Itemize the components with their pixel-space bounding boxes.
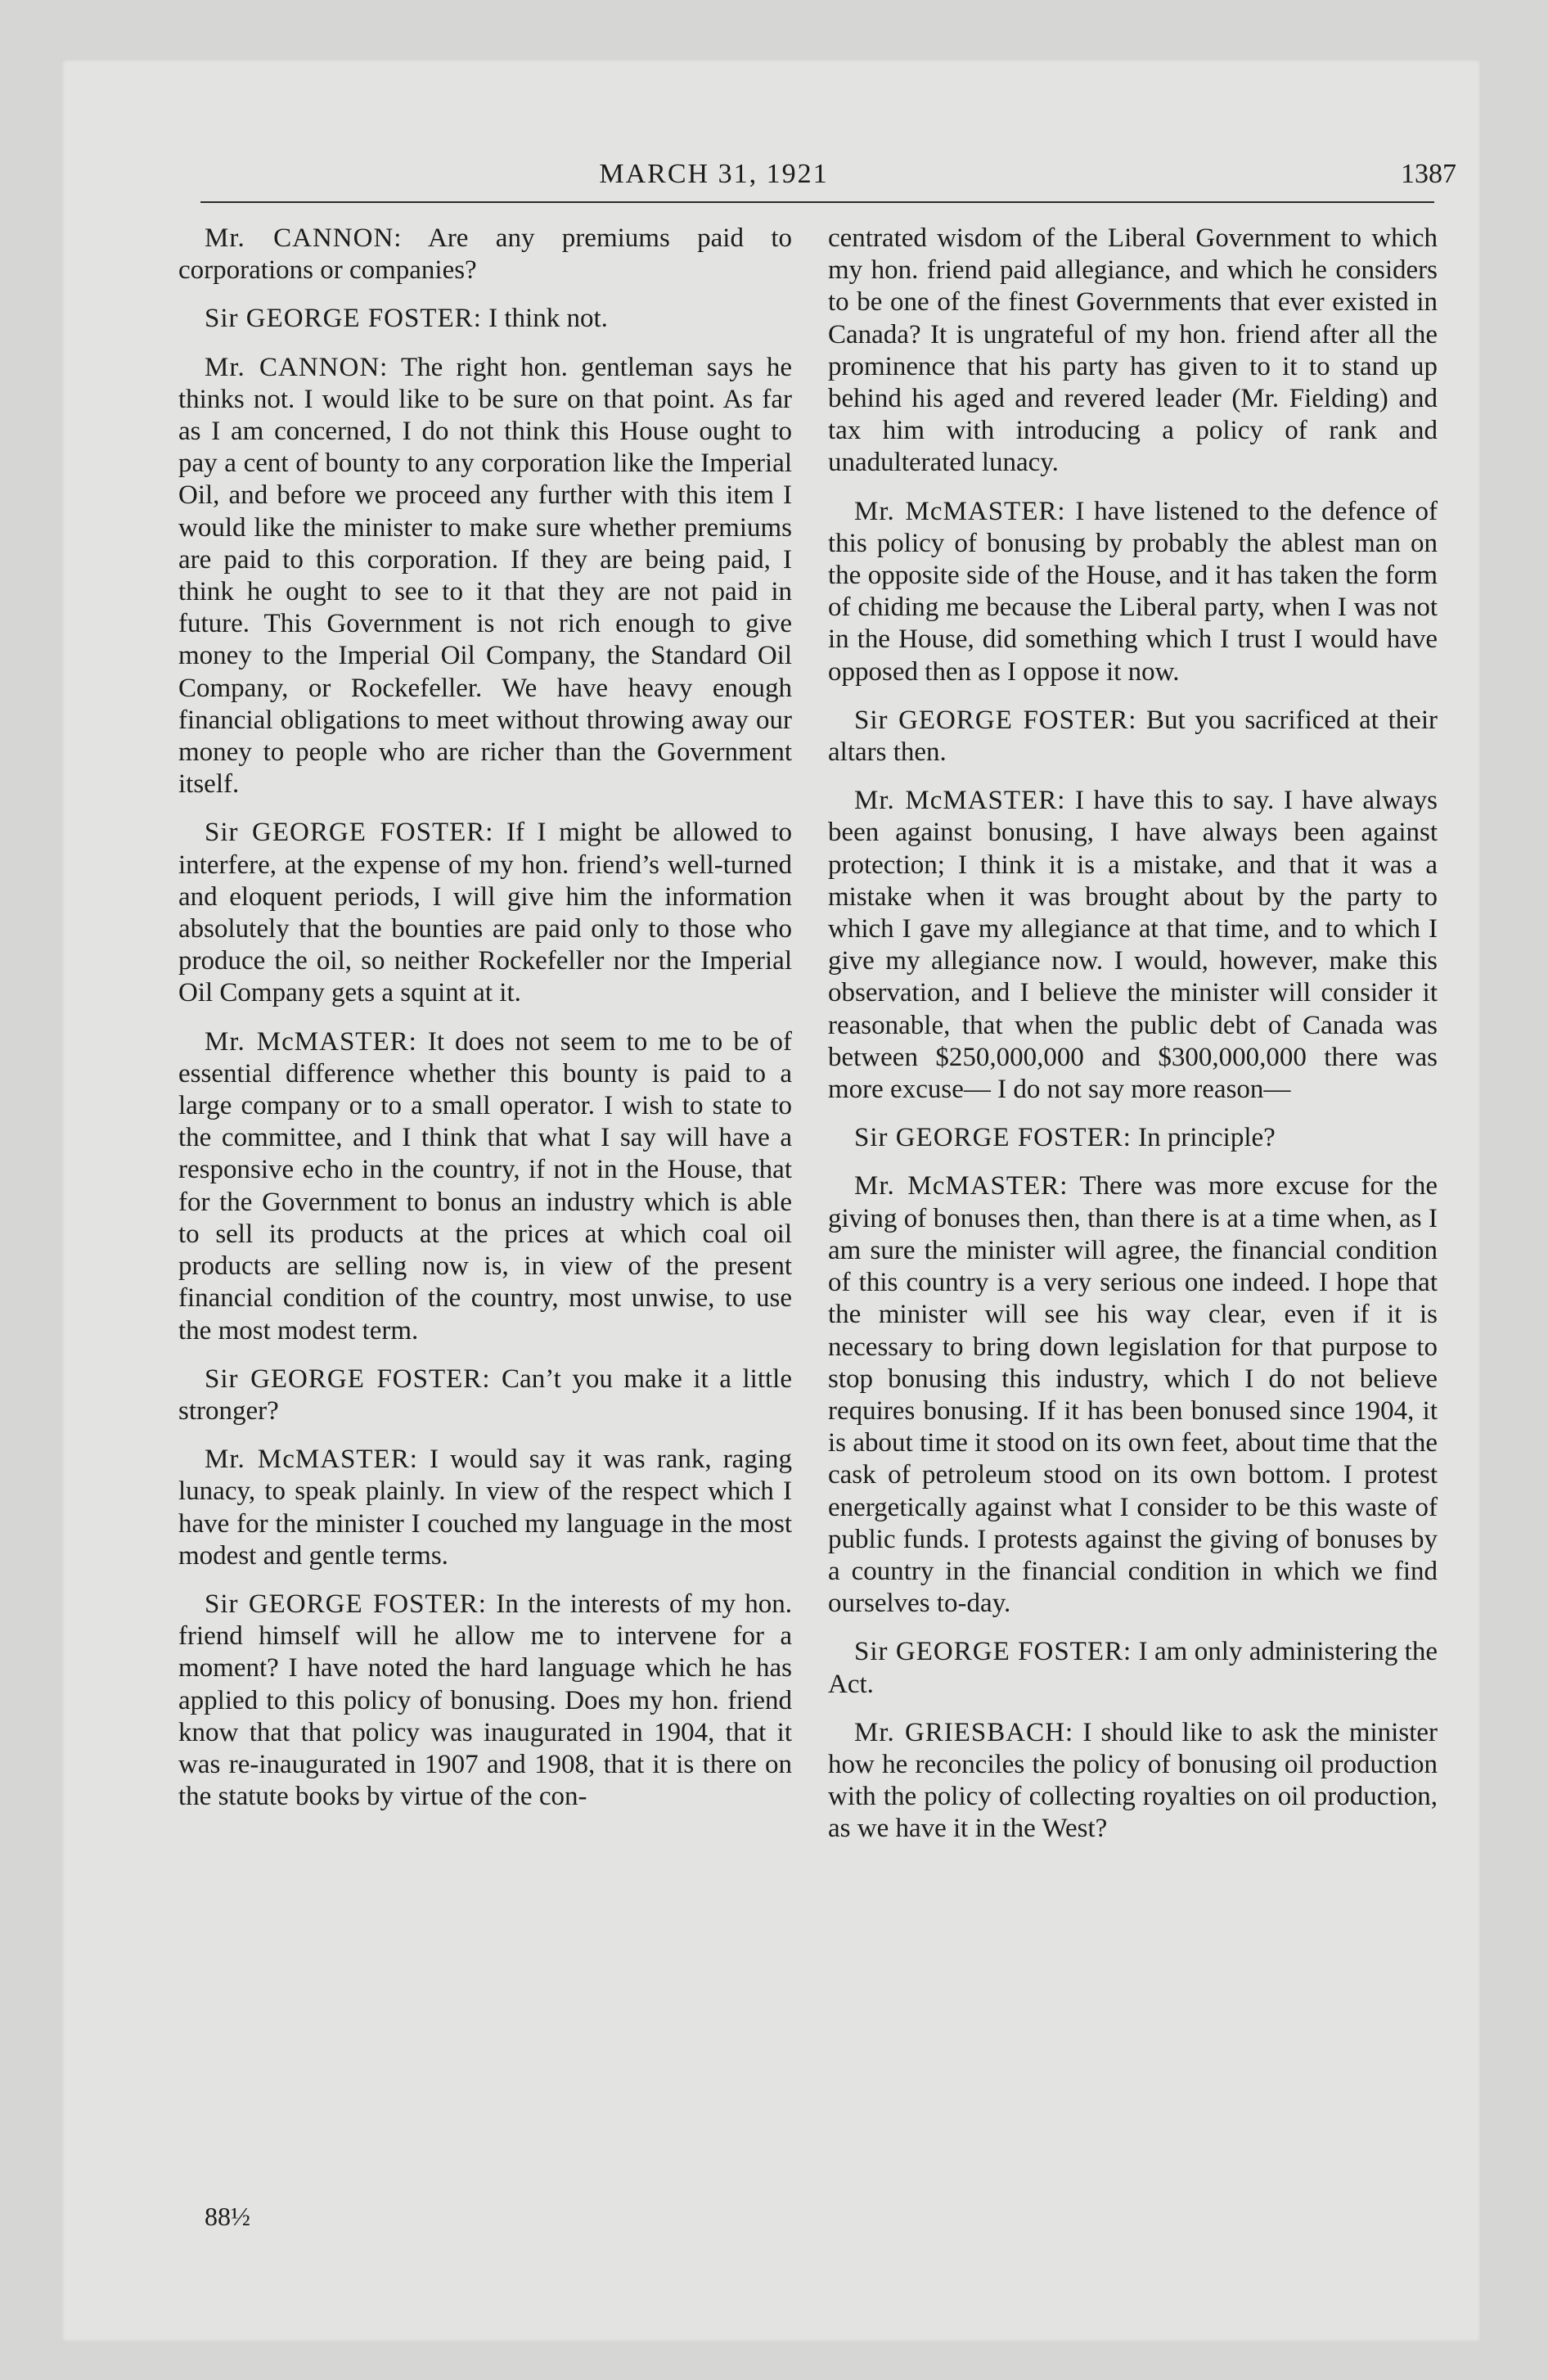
paragraph — [828, 496, 1438, 688]
header-rule — [200, 201, 1434, 203]
paragraph-text: The right hon. gentleman says he thinks not. I would like to be sure on that point. As far as I am concerned, I do not think this House ought to pay a cent of bounty to any corporation like the Imperial Oil, and before we proceed any further with this item I would like the minister to make sure whether premiums are paid to this corporation. If they are being paid, I think he ought to see to it that they are not paid in future. This Government is not rich enough to give money to the Imperial Oil Company, the Standard Oil Company, or Rockefeller. We have heavy enough financial obligations to meet without throwing away our money to people who are richer than the Government itself. — [178, 352, 792, 800]
right-column — [828, 223, 1438, 1862]
speaker-name: Mr. McMASTER: — [854, 496, 1066, 526]
paragraph — [178, 1364, 792, 1427]
paragraph-text: In principle? — [1131, 1123, 1276, 1153]
paragraph — [828, 1636, 1438, 1700]
speaker-name: Mr. McMASTER: — [205, 1445, 418, 1475]
speaker-name: Mr. McMASTER: — [205, 1026, 417, 1057]
speaker-name: Sir GEORGE FOSTER: — [205, 818, 494, 848]
speaker-name: Mr. CANNON: — [205, 352, 389, 382]
paragraph-text: centrated wisdom of the Liberal Government to which my hon. friend paid allegiance, and which he considers to be one of the finest Governments that ever existed in Canada? It is ungrateful of my hon. friend after all the prominence that his party has given to it to stand up behind his aged and revered leader (Mr. Fielding) and tax him with introducing a policy of rank and unadulterated lunacy. — [828, 223, 1438, 478]
paragraph-continued — [828, 223, 1438, 480]
paragraph-text: Are any premiums paid to corporations or companies? — [178, 223, 792, 286]
paragraph — [828, 705, 1438, 769]
paragraph-text: I think not. — [481, 304, 608, 334]
speaker-name: Sir GEORGE FOSTER: — [854, 705, 1137, 735]
paragraph-text: But you sacrificed at their altars then. — [828, 705, 1438, 768]
paragraph — [828, 1122, 1438, 1154]
paragraph-text: I have listened to the defence of this policy of bonusing by probably the ablest man on the opposite side of the House, and it has taken the form of chiding me because the Liberal party, when I was not in the House, did something which I trust I would have opposed then as I oppose it now. — [828, 496, 1438, 687]
paragraph — [828, 1170, 1438, 1620]
paragraph-text: I have this to say. I have always been against bonusing, I have always been against protection; I think it is a mistake, and that it was a mistake when it was brought about by the party to which I gave my allegiance at that time, and to which I give my allegiance now. I would, however, make this observation, and I believe the minister will consider it reasonable, that when the public debt of Canada was between $250,000,000 and $300,000,000 there was more excuse— I do not say more reason— — [828, 786, 1438, 1105]
paragraph — [178, 1589, 792, 1813]
speaker-name: Mr. McMASTER: — [854, 1171, 1069, 1201]
paragraph-text: I would say it was rank, raging lunacy, to speak plainly. In view of the respect which I have for the minister I couched my language in the most modest and gentle terms. — [178, 1445, 792, 1571]
paragraph-text: Can’t you make it a little stronger? — [178, 1364, 792, 1426]
speaker-name: Sir GEORGE FOSTER: — [205, 304, 482, 334]
paragraph — [178, 223, 792, 286]
paragraph-text: I should like to ask the minister how he reconciles the policy of bonusing oil production with the policy of collecting royalties on oil production, as we have it in the West? — [828, 1717, 1438, 1844]
speaker-name: Sir GEORGE FOSTER: — [205, 1589, 487, 1619]
speaker-name: Mr. McMASTER: — [854, 786, 1066, 816]
speaker-name: Sir GEORGE FOSTER: — [854, 1123, 1132, 1153]
header-date: MARCH 31, 1921 — [599, 159, 829, 189]
page-number: 1387 — [1401, 159, 1456, 189]
paragraph — [178, 352, 792, 801]
paragraph — [828, 1717, 1438, 1846]
paragraph-text: There was more excuse for the giving of bonuses then, than there is at a time when, as I am sure the minister will agree, the financial condition of this country is a very serious one indeed. I hope that the minister will see his way clear, even if it is necessary to bring down legislation for that purpose to stop bonusing this industry, which I do not believe requires bonusing. If it has been bonused since 1904, it is about time it stood on its own feet, about time that the cask of petroleum stood on its own bottom. I protest energetically against what I consider to be this waste of public funds. I protests against the giving of bonuses by a country in the financial condition in which we find ourselves to-day. — [828, 1171, 1438, 1619]
paragraph-text: It does not seem to me to be of essential difference whether this bounty is paid to a large company or to a small operator. I wish to state to the committee, and I think that what I say will have a responsive echo in the country, if not in the House, that for the Government to bonus an industry which is able to sell its products at the prices at which coal oil products are selling now is, in view of the present financial condition of the country, most unwise, to use the most modest term. — [178, 1026, 792, 1346]
speaker-name: Sir GEORGE FOSTER: — [854, 1637, 1132, 1667]
paragraph-text: In the interests of my hon. friend himself will he allow me to intervene for a moment? I have noted the hard language which he has applied to this policy of bonusing. Does my hon. friend know that that policy was inaugurated in 1904, that it was re-inaugurated in 1907 and 1908, that it is there on the statute books by virtue of the con- — [178, 1589, 792, 1812]
speaker-name: Sir GEORGE FOSTER: — [205, 1364, 491, 1394]
signature-mark: 88½ — [205, 2202, 250, 2231]
paragraph — [178, 817, 792, 1009]
paragraph-text: I am only administering the Act. — [828, 1637, 1438, 1699]
speaker-name: Mr. CANNON: — [205, 223, 403, 253]
paragraph-text: If I might be allowed to interfere, at the expense of my hon. friend’s well-turned and eloquent periods, I will give him the information absolutely that the bounties are paid only to those who produce the oil, so neither Rockefeller nor the Imperial Oil Company gets a squint at it. — [178, 818, 792, 1008]
left-column — [178, 223, 792, 1829]
page-header — [61, 88, 1481, 189]
speaker-name: Mr. GRIESBACH: — [854, 1717, 1074, 1747]
paragraph — [828, 785, 1438, 1106]
paragraph — [178, 1444, 792, 1572]
paragraph — [178, 1026, 792, 1347]
paragraph — [178, 303, 792, 335]
